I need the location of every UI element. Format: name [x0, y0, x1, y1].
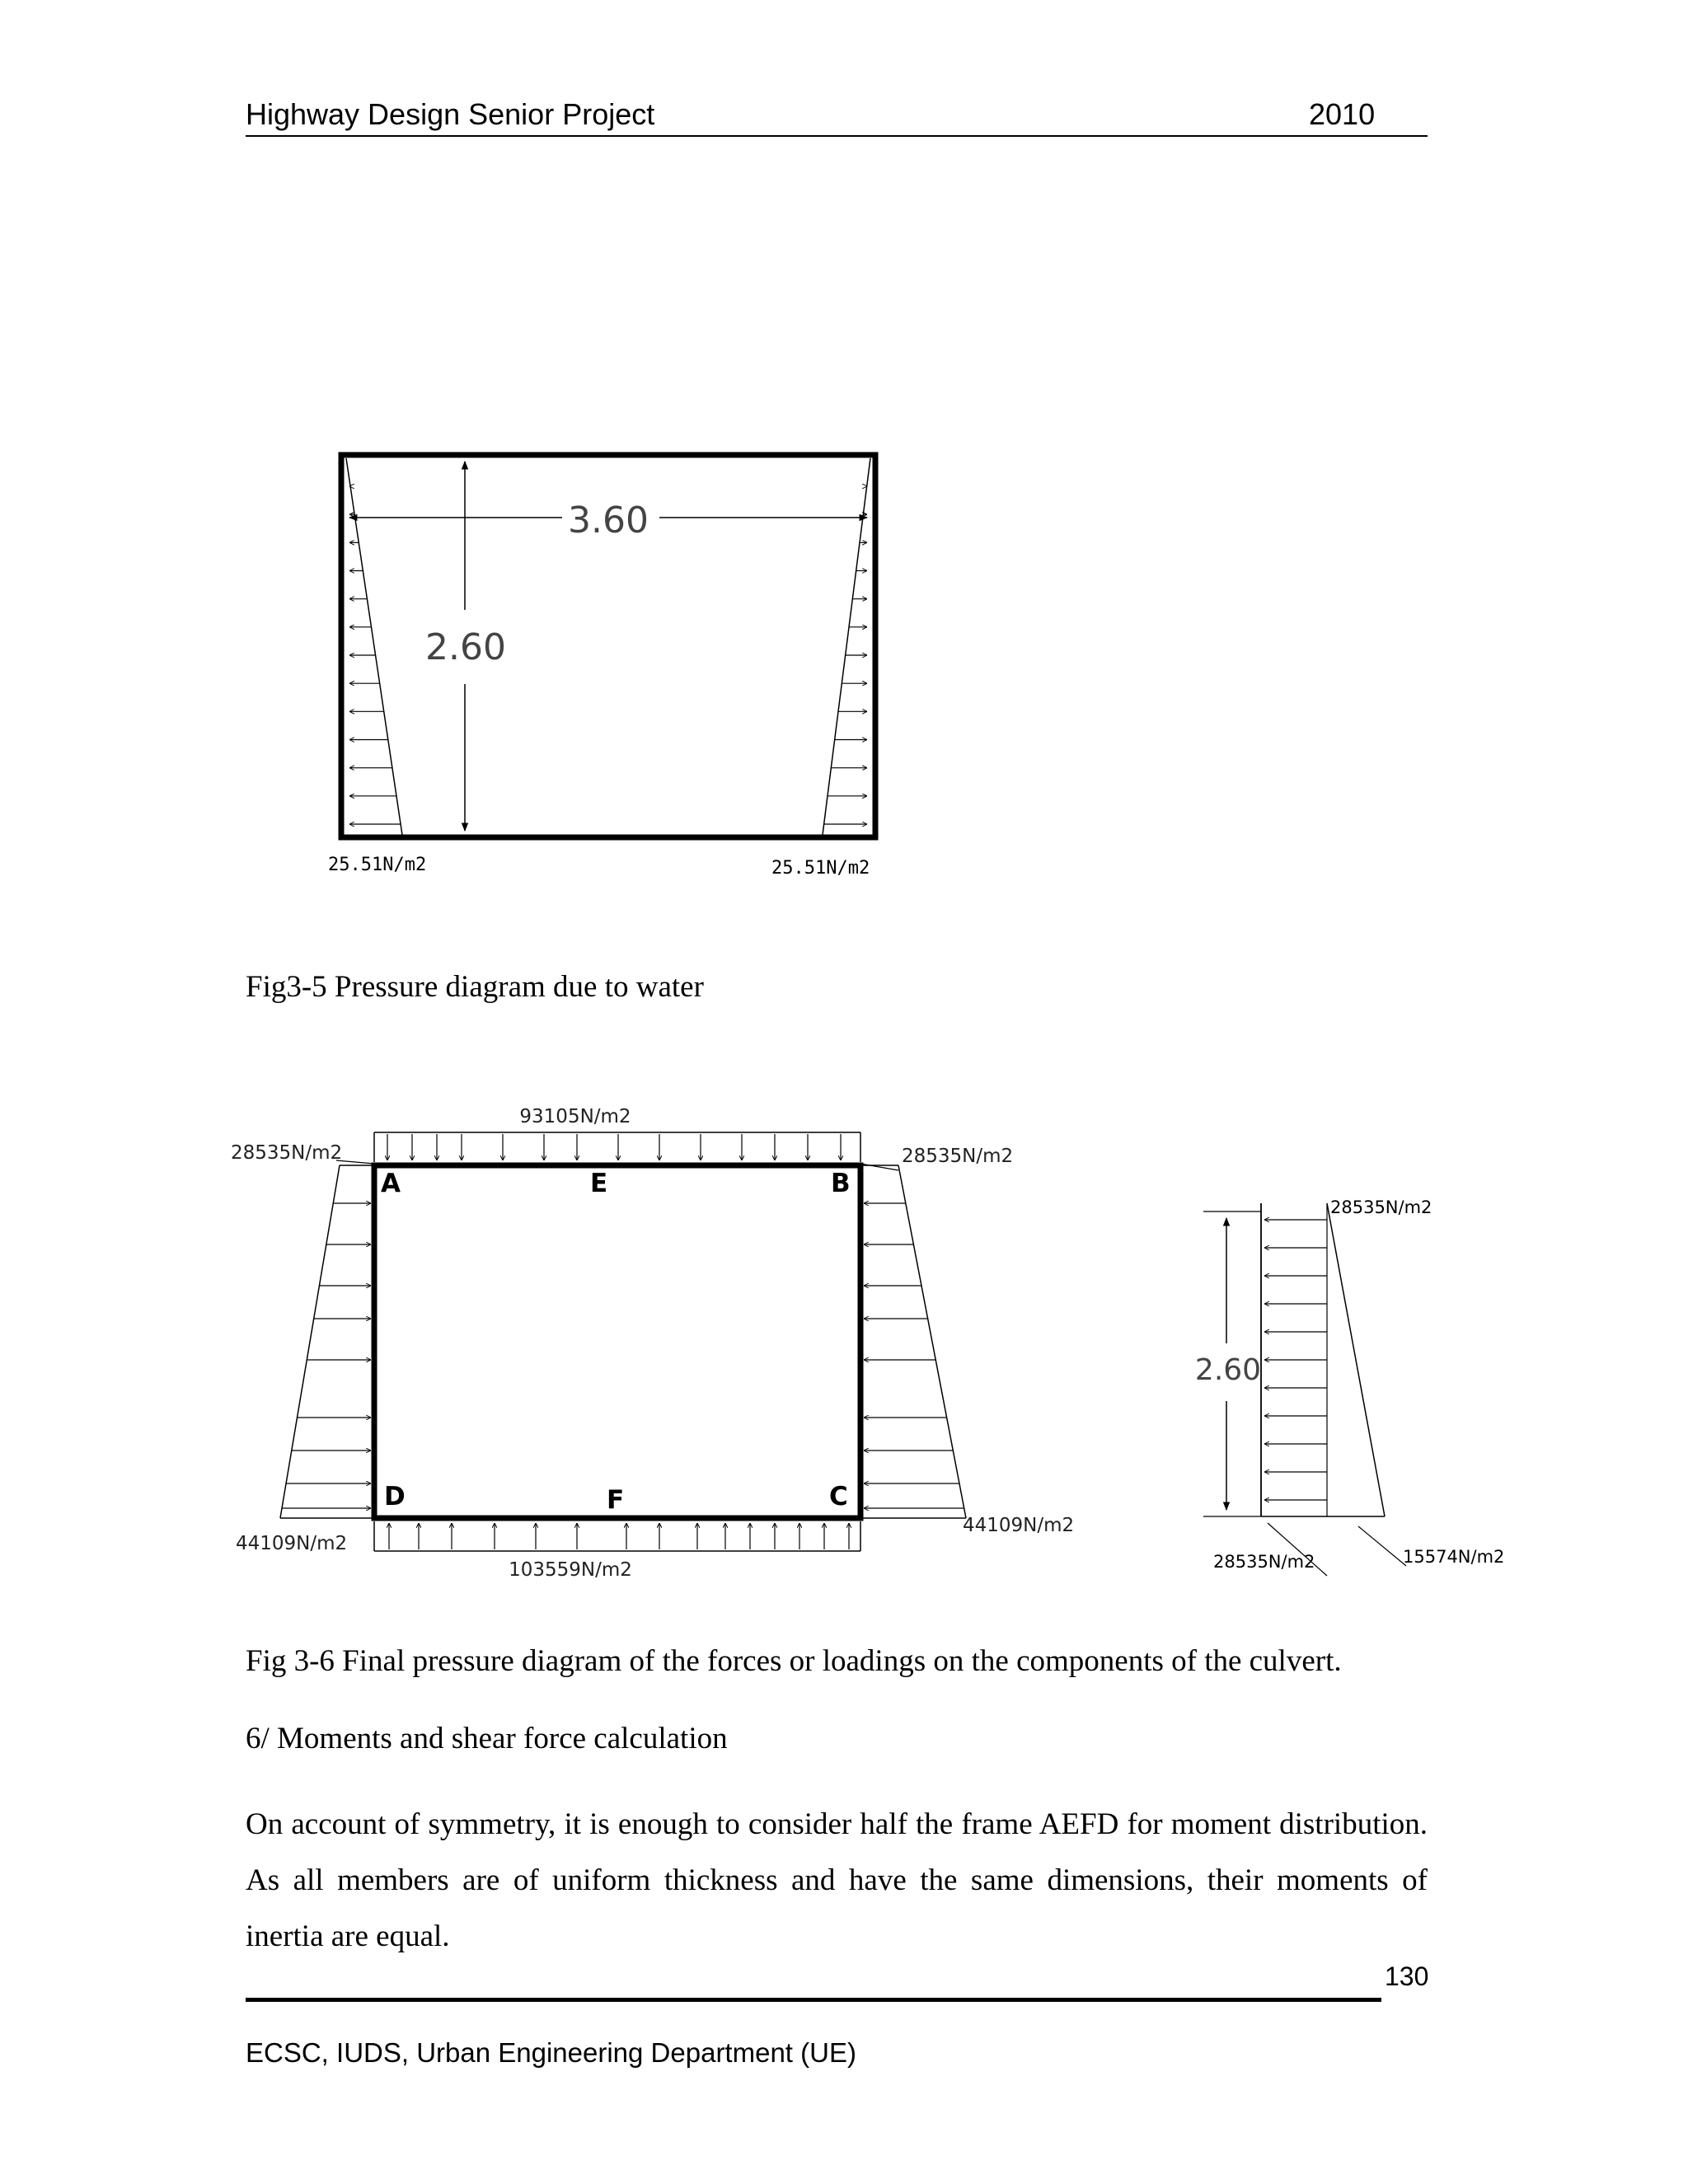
- top-load-value: 93105N/m2: [519, 1106, 631, 1127]
- top-right-side-value: 28535N/m2: [902, 1146, 1014, 1167]
- body-paragraph: On account of symmetry, it is enough to consider half the frame AEFD for moment distribution. As all members are of uniform thickness and have the same dimensions, their moments of inertia are equal.: [246, 1807, 1428, 1953]
- figure1-caption: Fig3-5 Pressure diagram due to water: [246, 970, 704, 1004]
- node-b: B: [831, 1169, 851, 1198]
- bottom-left-side-value: 44109N/m2: [236, 1533, 348, 1554]
- figure2-caption: Fig 3-6 Final pressure diagram of the forces or loadings on the components of the culvert.: [246, 1644, 1342, 1678]
- figure-final-pressure: [231, 1106, 1074, 1581]
- page-number: 130: [1385, 1961, 1429, 1991]
- node-a: A: [381, 1169, 401, 1198]
- right-pressure-value: 25.51N/m2: [771, 858, 870, 879]
- node-f: F: [607, 1485, 625, 1515]
- left-pressure-value: 25.51N/m2: [328, 855, 427, 875]
- top-left-side-value: 28535N/m2: [231, 1142, 343, 1164]
- header-year: 2010: [1309, 97, 1376, 131]
- side-pressure-arrows: [1264, 1220, 1327, 1500]
- figure-water-pressure: [328, 455, 875, 879]
- side-pressure-slope: [1327, 1203, 1385, 1516]
- bottom-right-side-value: 44109N/m2: [963, 1515, 1075, 1536]
- bottom-load-value: 103559N/m2: [509, 1559, 632, 1581]
- bottom-load-arrows: [389, 1523, 849, 1549]
- footer-rule: [246, 1998, 1381, 2002]
- side-top-value: 28535N/m2: [1330, 1197, 1432, 1217]
- top-load-arrows: [387, 1134, 841, 1160]
- section-heading: 6/ Moments and shear force calculation: [246, 1722, 728, 1755]
- side-bottom-right-value: 15574N/m2: [1403, 1547, 1505, 1567]
- left-side-arrows: [282, 1203, 371, 1508]
- left-side-pressure-line: [280, 1165, 340, 1518]
- height-label: 2.60: [425, 626, 506, 668]
- side-bottom-left-value: 28535N/m2: [1213, 1552, 1315, 1572]
- culvert-frame-2: [374, 1165, 860, 1518]
- side-height-label: 2.60: [1194, 1353, 1262, 1387]
- node-c: C: [829, 1482, 848, 1511]
- side-pressure-diagram: [1195, 1197, 1504, 1576]
- node-d: D: [384, 1482, 406, 1511]
- right-pressure-line: [823, 458, 870, 835]
- node-e: E: [590, 1169, 608, 1198]
- right-side-pressure-line: [898, 1165, 966, 1518]
- footer-text: ECSC, IUDS, Urban Engineering Department (UE): [246, 2037, 856, 2068]
- header-title: Highway Design Senior Project: [246, 97, 655, 131]
- left-pressure-line: [346, 458, 402, 835]
- width-label: 3.60: [568, 499, 649, 541]
